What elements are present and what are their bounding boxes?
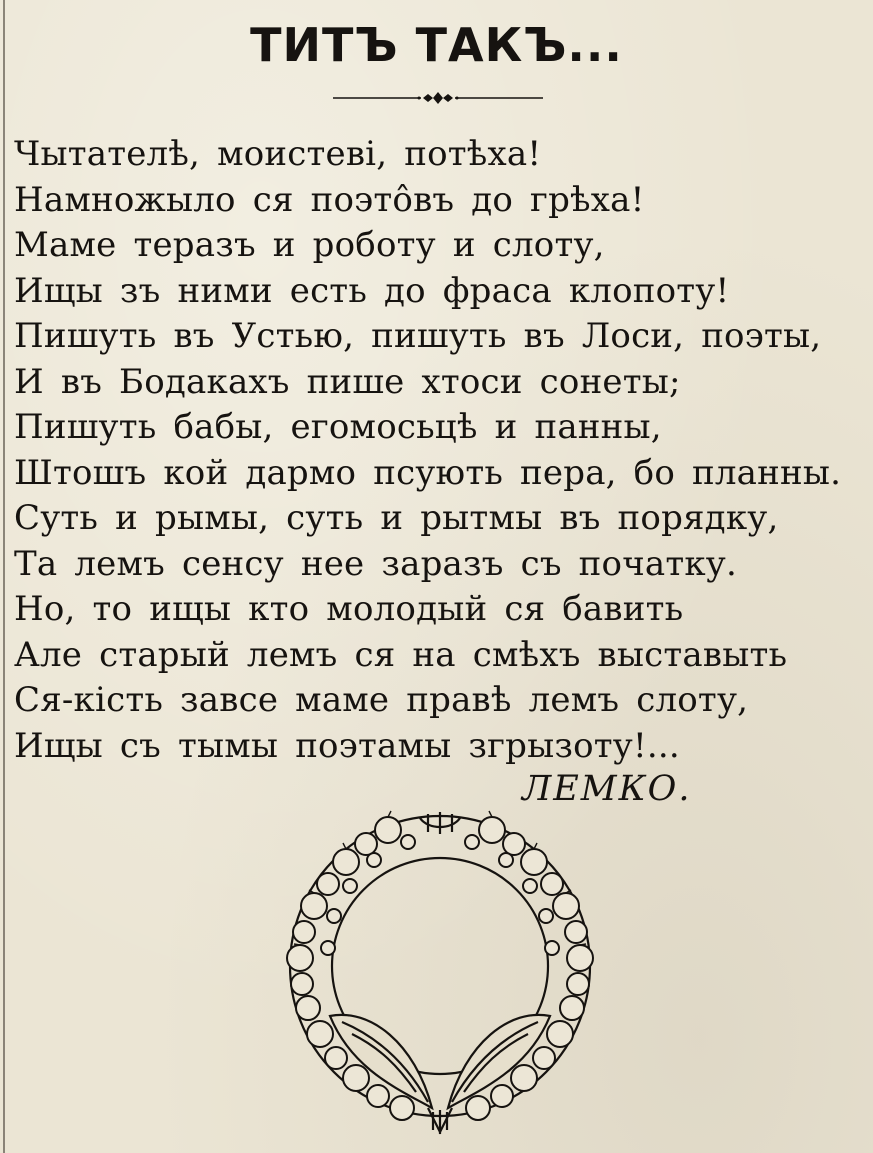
poem-line: Пишуть въ Устью, пишуть въ Лоси, поэты, bbox=[14, 316, 822, 356]
poem-line: Ся-кість завсе маме правѣ лемъ слоту, bbox=[14, 680, 749, 720]
poem-body bbox=[14, 132, 872, 769]
ornamental-divider-icon bbox=[333, 86, 543, 110]
poem-line: И въ Бодакахъ пише хтоси сонеты; bbox=[14, 361, 681, 402]
author-signature: ЛЕМКО. bbox=[522, 769, 692, 809]
poem-line: Ищы съ тымы поэтамы згрызоту!... bbox=[14, 725, 680, 766]
poem-line: Чытателѣ, моистеві, потѣха! bbox=[14, 134, 542, 174]
poem-title: ТИТЪ ТАКЪ... bbox=[250, 18, 623, 72]
column-rule bbox=[3, 0, 5, 1153]
poem-line: Пишуть бабы, егомосьцѣ и панны, bbox=[14, 407, 662, 447]
poem-line: Але старый лемъ ся на смѣхъ выставыть bbox=[14, 634, 788, 675]
poem-line: Суть и рымы, суть и рытмы въ порядку, bbox=[14, 498, 779, 538]
poem-line: Штошъ кой дармо псують пера, бо планны. bbox=[14, 452, 842, 493]
poem-line: Ищы зъ ними есть до фраса клопоту! bbox=[14, 270, 730, 311]
poem-line: Намножыло ся поэтôвъ до грѣха! bbox=[14, 179, 645, 220]
poem-line: Та лемъ сенсу нее заразъ съ початку. bbox=[14, 543, 738, 584]
poem-line: Маме теразъ и роботу и слоту, bbox=[14, 225, 605, 265]
poem-line: Но, то ищы кто молодый ся бавить bbox=[14, 589, 684, 629]
fruit-wreath-icon bbox=[270, 808, 610, 1144]
